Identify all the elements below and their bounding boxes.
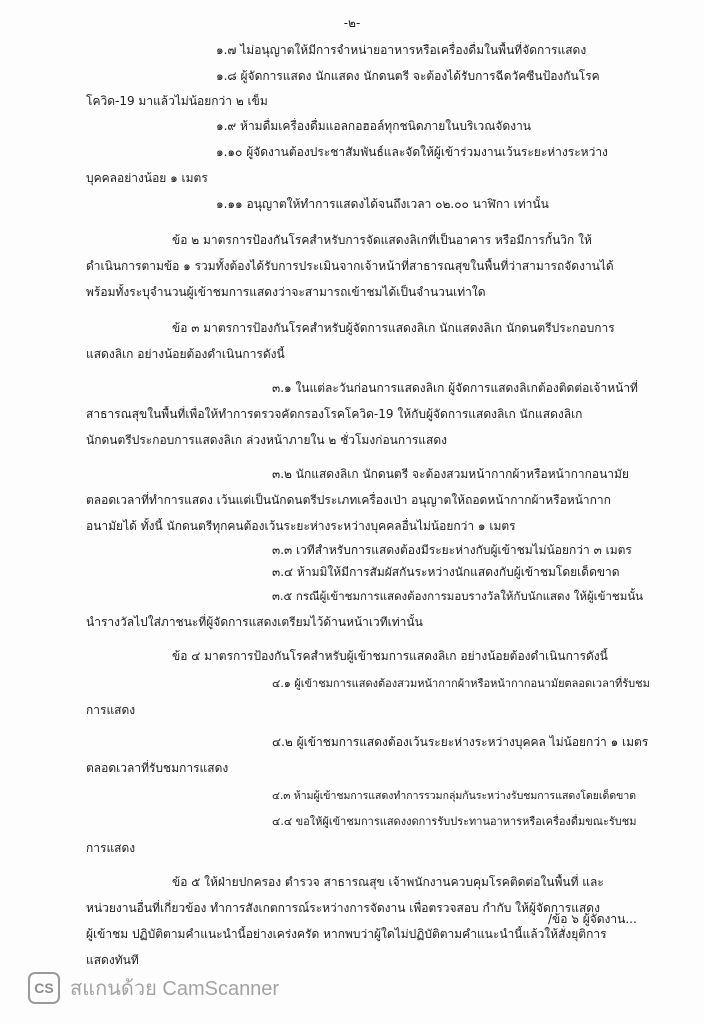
body-line: การแสดง bbox=[86, 841, 136, 855]
body-line: ข้อ ๔ มาตรการป้องกันโรคสำหรับผู้เข้าชมการแสดงลิเก อย่างน้อยต้องดำเนินการดังนี้ bbox=[172, 649, 608, 663]
camscanner-watermark bbox=[28, 971, 279, 1005]
body-line: ๑.๙ ห้ามดื่มเครื่องดื่มแอลกอฮอล์ทุกชนิดภายในบริเวณจัดงาน bbox=[216, 119, 532, 133]
body-line: ๑.๗ ไม่อนุญาตให้มีการจำหน่ายอาหารหรือเครื่องดื่มในพื้นที่จัดการแสดง bbox=[216, 43, 587, 57]
body-line: ๑.๑๐ ผู้จัดงานต้องประชาสัมพันธ์และจัดให้ผู้เข้าร่วมงานเว้นระยะห่างระหว่าง bbox=[216, 145, 608, 159]
body-line: ตลอดเวลาที่ทำการแสดง เว้นแต่เป็นนักดนตรีประเภทเครื่องเป่า อนุญาตให้ถอดหน้ากากผ้าหรือหน้ากาก bbox=[86, 493, 611, 507]
watermark-text: สแกนด้วย CamScanner bbox=[70, 978, 280, 1000]
body-line: ๔.๑ ผู้เข้าชมการแสดงต้องสวมหน้ากากผ้าหรือหน้ากากอนามัยตลอดเวลาที่รับชม bbox=[272, 677, 650, 690]
body-line: หน่วยงานอื่นที่เกี่ยวข้อง ทำการสังเกตการณ์ระหว่างการจัดงาน เพื่อตรวจสอบ กำกับ ให้ผู้จัดการแสดง bbox=[86, 901, 600, 915]
body-line: โควิด-19 มาแล้วไม่น้อยกว่า ๒ เข็ม bbox=[86, 94, 268, 108]
body-line: นำรางวัลไปใส่ภาชนะที่ผู้จัดการแสดงเตรียมไว้ด้านหน้าเวทีเท่านั้น bbox=[86, 615, 423, 629]
body-line: สาธารณสุขในพื้นที่เพื่อให้ทำการตรวจคัดกรองโรคโควิด-19 ให้กับผู้จัดการแสดงลิเก นักแสดงลิเก bbox=[86, 407, 583, 421]
body-line: นักดนตรีประกอบการแสดงลิเก ล่วงหน้าภายใน ๒ ชั่วโมงก่อนการแสดง bbox=[86, 433, 448, 447]
body-line: ตลอดเวลาที่รับชมการแสดง bbox=[86, 761, 229, 775]
body-line: ๑.๑๑ อนุญาตให้ทำการแสดงได้จนถึงเวลา ๐๒.๐๐ นาฬิกา เท่านั้น bbox=[216, 197, 549, 211]
body-line: อนามัยได้ ทั้งนี้ นักดนตรีทุกคนต้องเว้นระยะห่างระหว่างบุคคลอื่นไม่น้อยกว่า ๑ เมตร bbox=[86, 519, 516, 533]
body-line: ๓.๑ ในแต่ละวันก่อนการแสดงลิเก ผู้จัดการแสดงลิเกต้องติดต่อเจ้าหน้าที่ bbox=[272, 381, 638, 395]
body-line: ข้อ ๓ มาตรการป้องกันโรคสำหรับผู้จัดการแสดงลิเก นักแสดงลิเก นักดนตรีประกอบการ bbox=[172, 321, 615, 335]
body-line: ๓.๔ ห้ามมิให้มีการสัมผัสกันระหว่างนักแสดงกับผู้เข้าชมโดยเด็ดขาด bbox=[272, 565, 620, 579]
body-line: แสดงทันที bbox=[86, 953, 139, 967]
body-line: พร้อมทั้งระบุจำนวนผู้เข้าชมการแสดงว่าจะสามารถเข้าชมได้เป็นจำนวนเท่าใด bbox=[86, 285, 486, 299]
body-line: บุคคลอย่างน้อย ๑ เมตร bbox=[86, 171, 208, 185]
body-line: ๑.๘ ผู้จัดการแสดง นักแสดง นักดนตรี จะต้องได้รับการฉีดวัคซีนป้องกันโรค bbox=[216, 69, 600, 83]
body-line: ผู้เข้าชม ปฏิบัติตามคำแนะนำนี้อย่างเคร่งครัด หากพบว่าผู้ใดไม่ปฏิบัติตามคำแนะนำนี้แล้วให้สั่งยุติการ bbox=[86, 927, 607, 941]
body-line: การแสดง bbox=[86, 703, 136, 717]
body-line: ๔.๒ ผู้เข้าชมการแสดงต้องเว้นระยะห่างระหว่างบุคคล ไม่น้อยกว่า ๑ เมตร bbox=[272, 735, 649, 749]
continuation-note: /ข้อ ๖ ผู้จัดงาน... bbox=[548, 912, 637, 926]
body-line: ๓.๓ เวทีสำหรับการแสดงต้องมีระยะห่างกับผู้เข้าชมไม่น้อยกว่า ๓ เมตร bbox=[272, 543, 632, 557]
body-line: ๔.๔ ขอให้ผู้เข้าชมการแสดงงดการรับประทานอาหารหรือเครื่องดื่มขณะรับชม bbox=[272, 815, 637, 828]
body-line: ๔.๓ ห้ามผู้เข้าชมการแสดงทำการรวมกลุ่มกันระหว่างรับชมการแสดงโดยเด็ดขาด bbox=[272, 790, 637, 802]
body-line: แสดงลิเก อย่างน้อยต้องดำเนินการดังนี้ bbox=[86, 347, 285, 361]
body-line: ๓.๕ กรณีผู้เข้าชมการแสดงต้องการมอบรางวัลให้กับนักแสดง ให้ผู้เข้าชมนั้น bbox=[272, 589, 644, 603]
body-line: ข้อ ๒ มาตรการป้องกันโรคสำหรับการจัดแสดงลิเกที่เป็นอาคาร หรือมีการกั้นวิก ให้ bbox=[172, 233, 592, 247]
page-number: -๒- bbox=[343, 16, 361, 30]
body-line: ๓.๒ นักแสดงลิเก นักดนตรี จะต้องสวมหน้ากากผ้าหรือหน้ากากอนามัย bbox=[272, 467, 629, 481]
body-line: ข้อ ๕ ให้ฝ่ายปกครอง ตำรวจ สาธารณสุข เจ้าพนักงานควบคุมโรคติดต่อในพื้นที่ และ bbox=[172, 875, 604, 889]
body-line: ดำเนินการตามข้อ ๑ รวมทั้งต้องได้รับการประเมินจากเจ้าหน้าที่สาธารณสุขในพื้นที่ว่าสามารถจัดงานได้ bbox=[86, 259, 614, 273]
camscanner-logo-icon: CS bbox=[28, 972, 60, 1004]
